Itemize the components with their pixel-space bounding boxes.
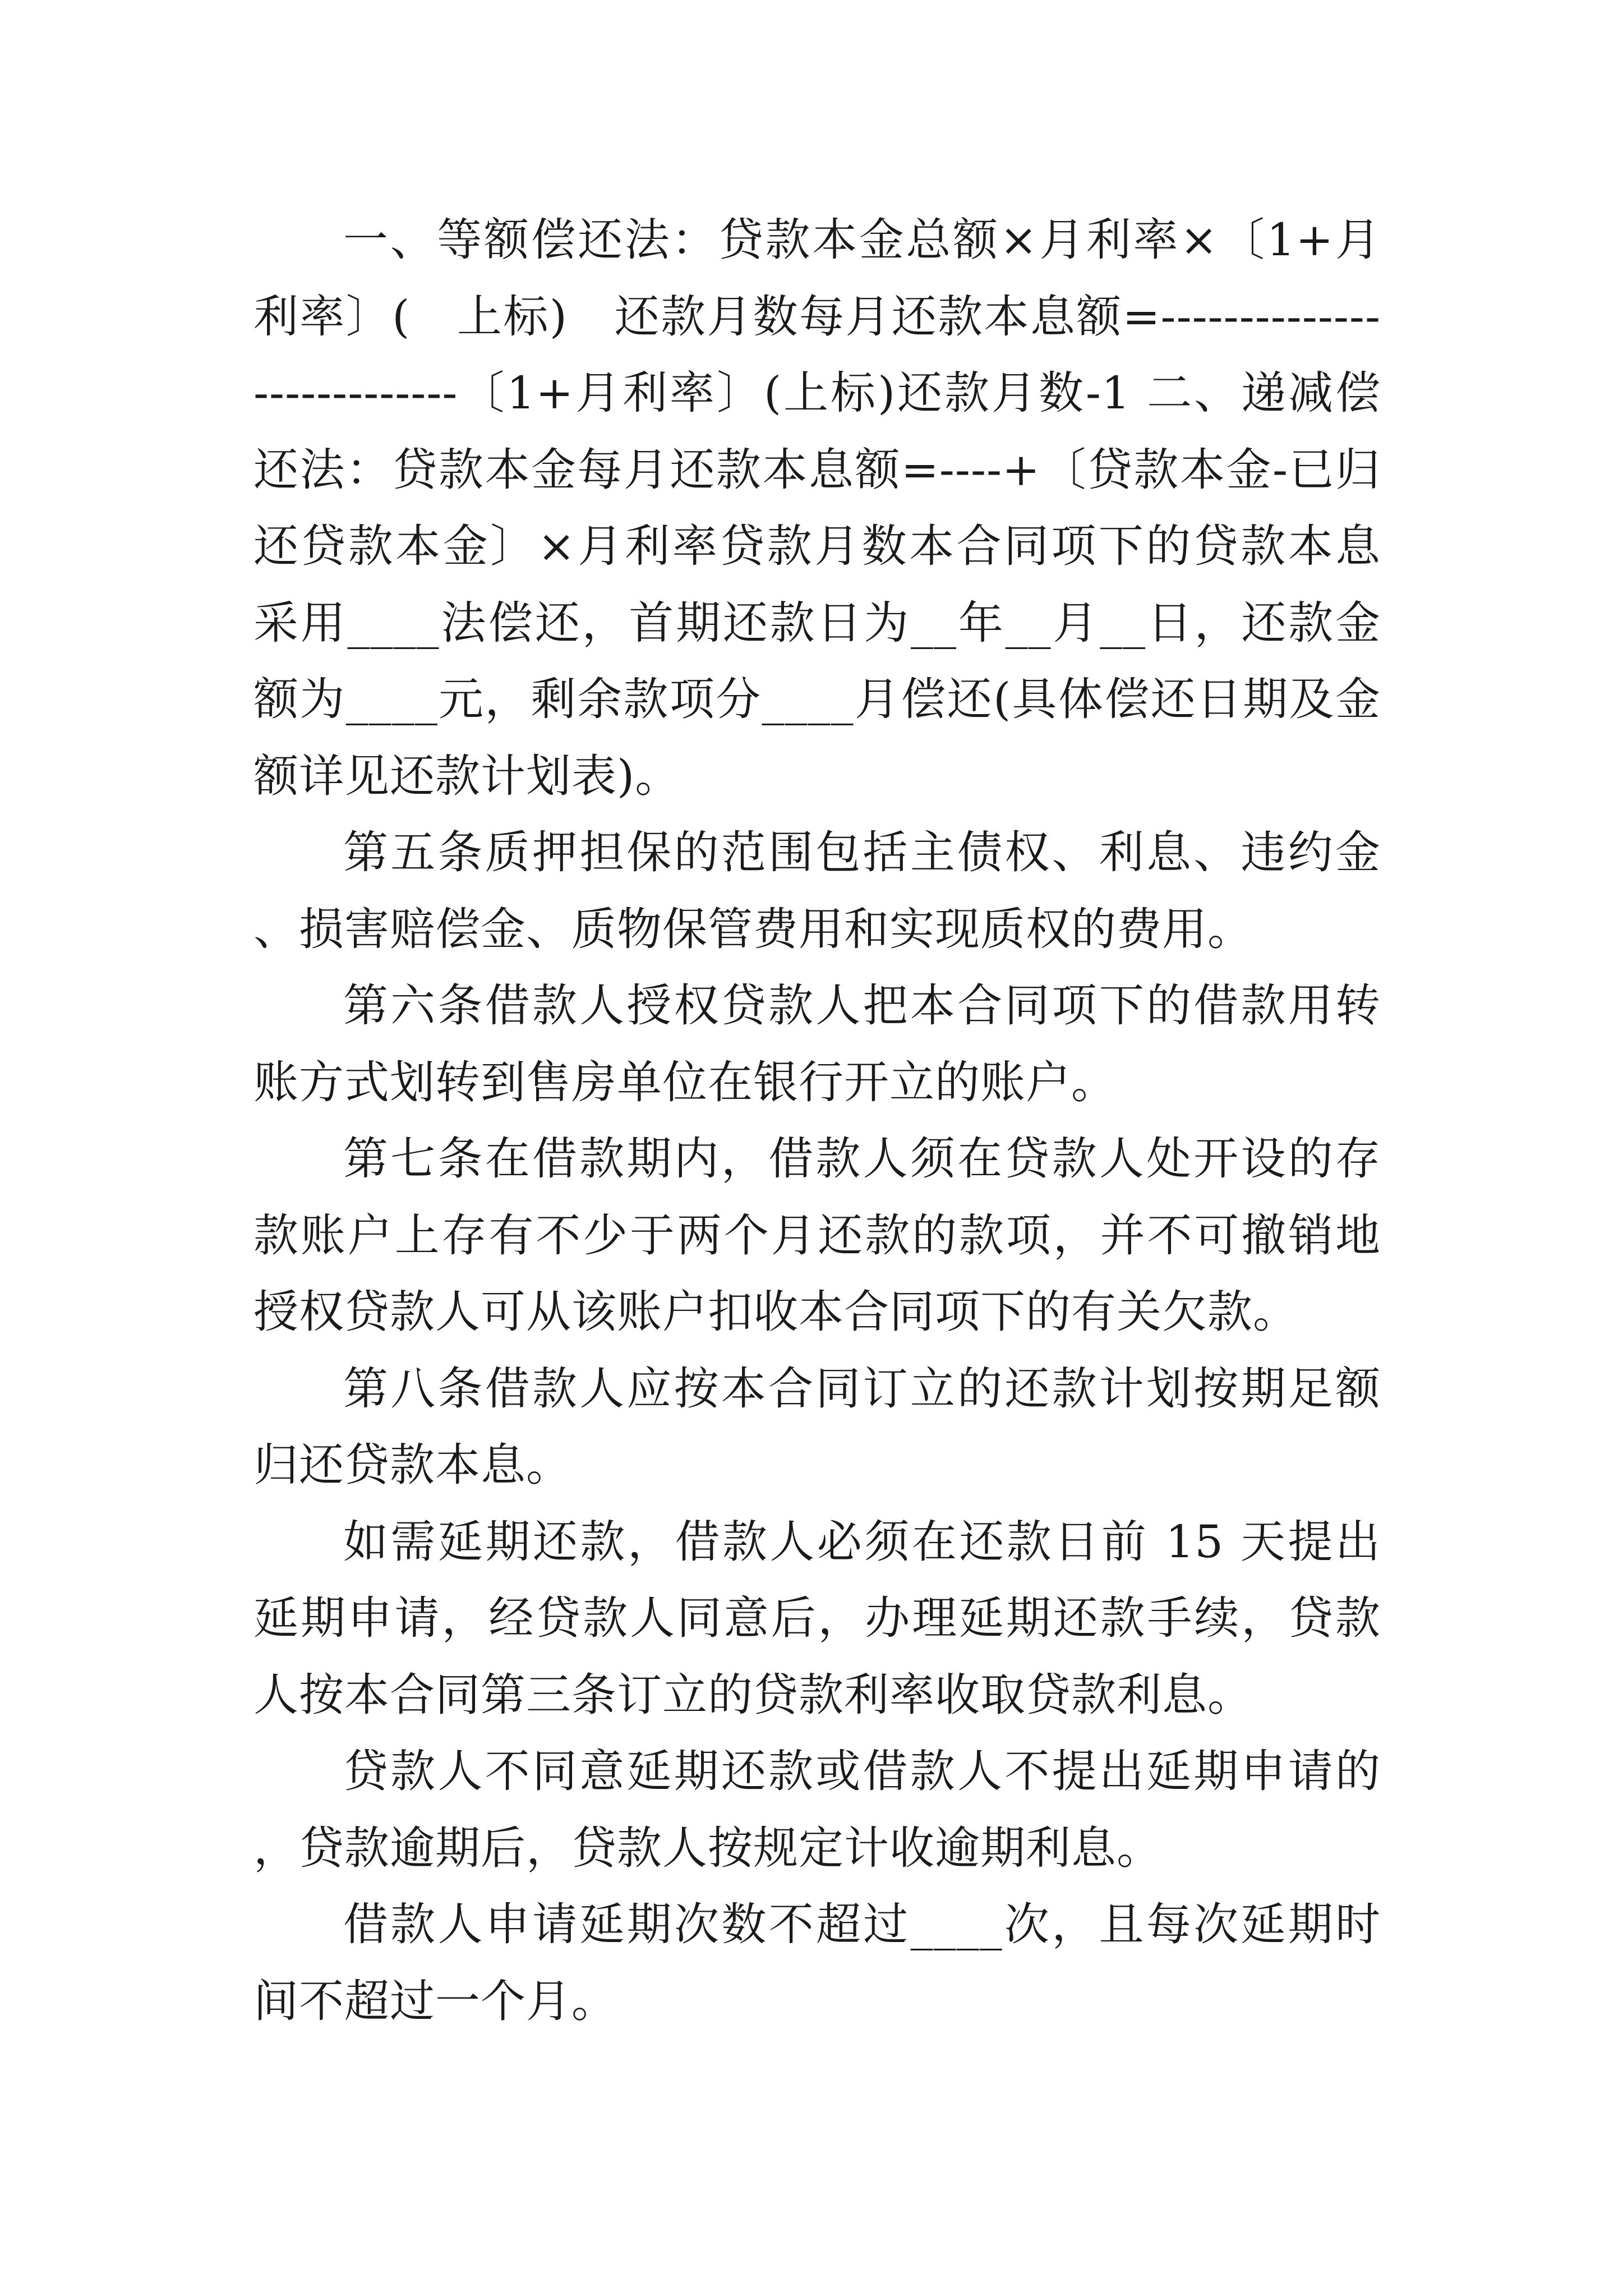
paragraph-article-5: 第五条质押担保的范围包括主债权、利息、违约金、损害赔偿金、质物保管费用和实现质权的费用。 — [253, 826, 1381, 955]
paragraph-article-6: 第六条借款人授权贷款人把本合同项下的借款用转账方式划转到售房单位在银行开立的账户。 — [253, 979, 1381, 1108]
paragraph-article-7: 第七条在借款期内，借款人须在贷款人处开设的存款账户上存有不少于两个月还款的款项，并不可撤销地授权贷款人可从该账户扣收本合同项下的有关欠款。 — [253, 1133, 1381, 1338]
paragraph-article-8: 第八条借款人应按本合同订立的还款计划按期足额归还贷款本息。 — [253, 1362, 1381, 1491]
paragraph-repayment-methods: 一、等额偿还法：贷款本金总额×月利率×〔1+月利率〕( 上标) 还款月数每月还款本息额=---------------------------〔1+月利率〕(上标)还款月数-1 二、递减偿还法：贷款本金每月还款本息额=----+〔贷款本金-已归还贷款本金〕×月利率贷款月数本合同项下的贷款本息采用____法偿还，首期还款日为__年__月__日，还款金额为____元，剩余款项分____月偿还(具体偿还日期及金额详见还款计划表)。 — [253, 214, 1381, 802]
paragraph-overdue-interest: 贷款人不同意延期还款或借款人不提出延期申请的，贷款逾期后，贷款人按规定计收逾期利息。 — [253, 1745, 1381, 1874]
paragraph-extension-limit: 借款人申请延期次数不超过____次，且每次延期时间不超过一个月。 — [253, 1898, 1381, 2027]
document-body — [253, 202, 1381, 2040]
paragraph-extension-request: 如需延期还款，借款人必须在还款日前 15 天提出延期申请，经贷款人同意后，办理延期还款手续，贷款人按本合同第三条订立的贷款利率收取贷款利息。 — [253, 1515, 1381, 1721]
